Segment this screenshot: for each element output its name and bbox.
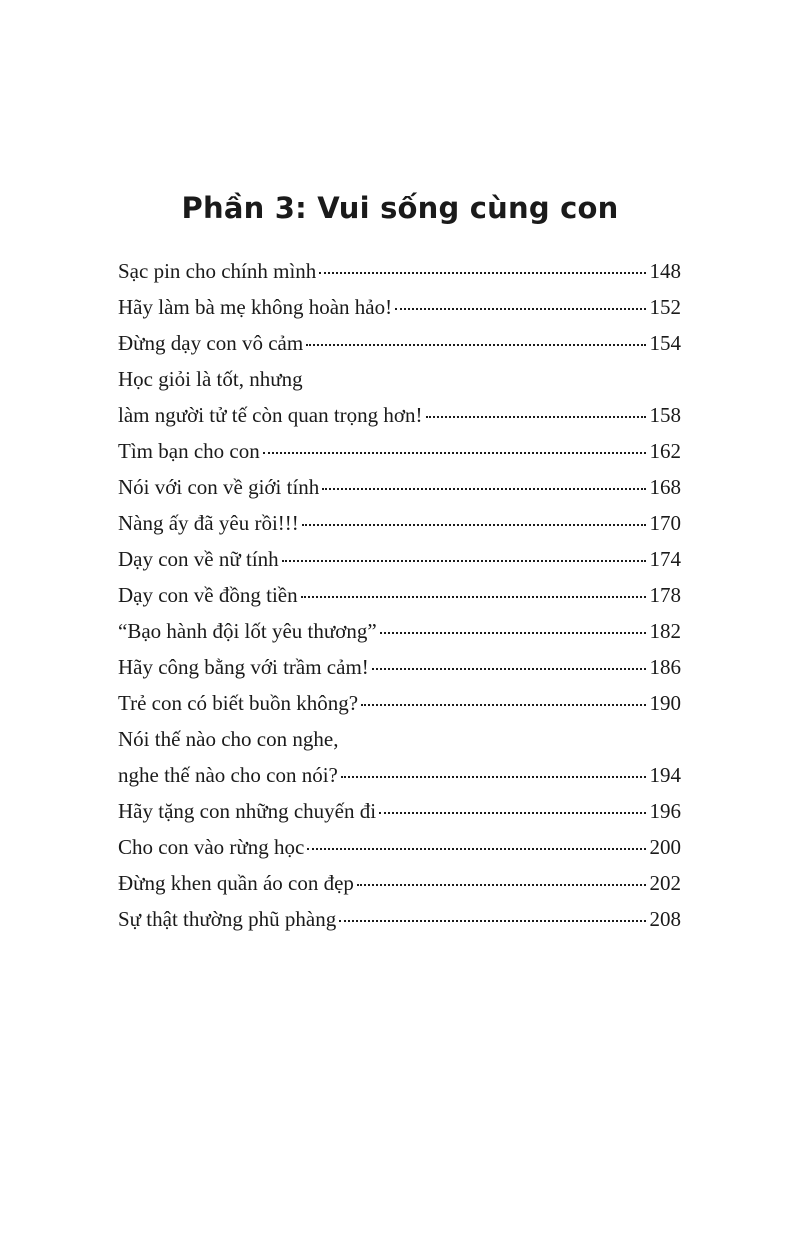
dot-leader — [357, 883, 646, 886]
table-of-contents — [118, 258, 681, 942]
dot-leader — [379, 811, 645, 814]
toc-line — [118, 906, 681, 933]
toc-entry-title-line1: Nói thế nào cho con nghe, — [118, 727, 339, 751]
dot-leader — [372, 667, 646, 670]
dot-leader — [395, 307, 645, 310]
toc-entry — [118, 690, 681, 717]
dot-leader — [339, 919, 645, 922]
toc-page-number: 152 — [649, 295, 681, 319]
toc-line — [118, 510, 681, 537]
toc-line — [118, 402, 681, 429]
toc-line — [118, 438, 681, 465]
toc-entry — [118, 870, 681, 897]
toc-page-number: 196 — [649, 799, 681, 823]
toc-entry-title: Hãy tặng con những chuyến đi — [118, 799, 377, 823]
dot-leader — [307, 847, 645, 850]
toc-entry — [118, 294, 681, 321]
toc-entry — [118, 366, 681, 429]
toc-entry — [118, 474, 681, 501]
toc-entry-title: Tìm bạn cho con — [118, 439, 260, 463]
toc-page-number: 154 — [649, 331, 681, 355]
dot-leader — [322, 487, 645, 490]
toc-entry-title: Dạy con về nữ tính — [118, 547, 279, 571]
toc-entry — [118, 330, 681, 357]
toc-line — [118, 834, 681, 861]
toc-entry — [118, 618, 681, 645]
toc-page-number: 194 — [649, 763, 681, 787]
dot-leader — [341, 775, 646, 778]
toc-entry — [118, 798, 681, 825]
toc-entry — [118, 906, 681, 933]
toc-line — [118, 690, 681, 717]
toc-line — [118, 582, 681, 609]
toc-entry — [118, 834, 681, 861]
toc-line — [118, 294, 681, 321]
toc-entry-title: Nói với con về giới tính — [118, 475, 320, 499]
toc-entry-title: Nàng ấy đã yêu rồi!!! — [118, 511, 299, 535]
toc-entry-title: Sự thật thường phũ phàng — [118, 907, 337, 931]
toc-page-number: 208 — [649, 907, 681, 931]
toc-page-number: 178 — [649, 583, 681, 607]
dot-leader — [302, 523, 646, 526]
toc-page-number: 202 — [649, 871, 681, 895]
dot-leader — [380, 631, 646, 634]
toc-entry-title: Đừng khen quần áo con đẹp — [118, 871, 354, 895]
toc-page-number: 162 — [649, 439, 681, 463]
toc-page-number: 158 — [649, 403, 681, 427]
toc-entry — [118, 258, 681, 285]
toc-entry — [118, 546, 681, 573]
toc-entry-title: Đừng dạy con vô cảm — [118, 331, 304, 355]
toc-line — [118, 258, 681, 285]
dot-leader — [301, 595, 646, 598]
dot-leader — [306, 343, 645, 346]
toc-page-number: 190 — [649, 691, 681, 715]
dot-leader — [361, 703, 645, 706]
toc-page-number: 182 — [649, 619, 681, 643]
toc-line — [118, 798, 681, 825]
toc-page-number: 186 — [649, 655, 681, 679]
toc-entry-title-line1: Học giỏi là tốt, nhưng — [118, 367, 303, 391]
dot-leader — [263, 451, 646, 454]
toc-line — [118, 762, 681, 789]
toc-entry-title: Hãy làm bà mẹ không hoàn hảo! — [118, 295, 393, 319]
dot-leader — [282, 559, 646, 562]
toc-entry — [118, 726, 681, 789]
toc-entry-title: Trẻ con có biết buồn không? — [118, 691, 359, 715]
toc-page-number: 148 — [649, 259, 681, 283]
section-title: Phần 3: Vui sống cùng con — [181, 191, 619, 225]
toc-line — [118, 870, 681, 897]
toc-entry-title: “Bạo hành đội lốt yêu thương” — [118, 619, 377, 643]
toc-page-number: 170 — [649, 511, 681, 535]
toc-entry-title: Hãy công bằng với trầm cảm! — [118, 655, 369, 679]
toc-entry — [118, 582, 681, 609]
toc-entry-title: làm người tử tế còn quan trọng hơn! — [118, 403, 423, 427]
dot-leader — [319, 271, 645, 274]
toc-entry-title: Cho con vào rừng học — [118, 835, 305, 859]
toc-entry-title: Sạc pin cho chính mình — [118, 259, 317, 283]
toc-entry-title: nghe thế nào cho con nói? — [118, 763, 338, 787]
toc-page-number: 174 — [649, 547, 681, 571]
toc-line — [118, 654, 681, 681]
toc-line — [118, 546, 681, 573]
toc-line — [118, 618, 681, 645]
toc-entry — [118, 438, 681, 465]
toc-entry — [118, 654, 681, 681]
toc-entry-title: Dạy con về đồng tiền — [118, 583, 298, 607]
toc-line — [118, 474, 681, 501]
toc-line — [118, 330, 681, 357]
toc-entry — [118, 510, 681, 537]
toc-page-number: 168 — [649, 475, 681, 499]
dot-leader — [426, 415, 646, 418]
toc-page-number: 200 — [649, 835, 681, 859]
